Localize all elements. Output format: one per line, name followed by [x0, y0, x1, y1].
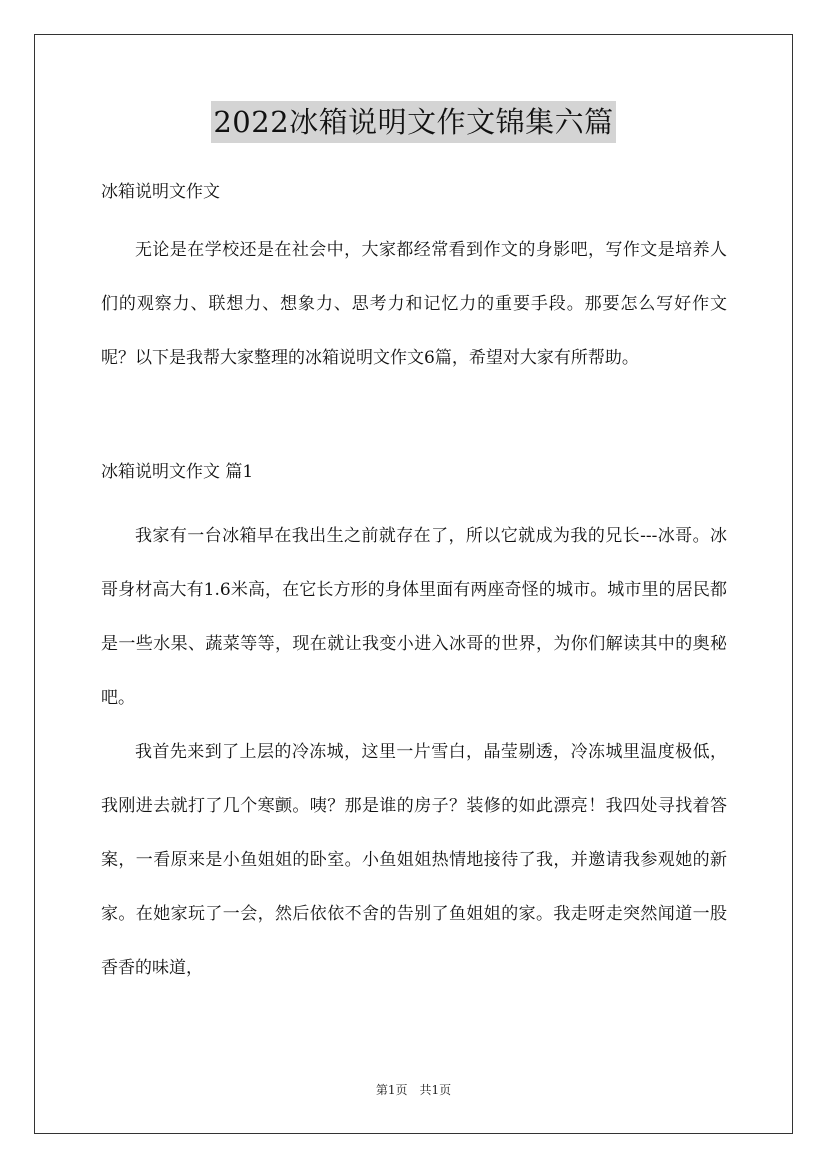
page-footer	[0, 1082, 827, 1098]
intro-paragraph: 无论是在学校还是在社会中，大家都经常看到作文的身影吧，写作文是培养人们的观察力、联想力、想象力、思考力和记忆力的重要手段。那要怎么写好作文呢？以下是我帮大家整理的冰箱说明文作文6篇，希望对大家有所帮助。	[101, 240, 727, 368]
title-container	[0, 101, 827, 143]
page-number: 第1页	[375, 1083, 408, 1097]
body-paragraph: 我家有一台冰箱早在我出生之前就存在了，所以它就成为我的兄长---冰哥。冰哥身材高大有1.6米高，在它长方形的身体里面有两座奇怪的城市。城市里的居民都是一些水果、蔬菜等等，现在就让我变小进入冰哥的世界，为你们解读其中的奥秘吧。	[101, 526, 727, 708]
document-body	[101, 175, 727, 995]
section-heading: 冰箱说明文作文 篇1	[101, 462, 254, 482]
page-total: 共1页	[419, 1083, 452, 1097]
body-paragraph: 我首先来到了上层的冷冻城，这里一片雪白，晶莹剔透，冷冻城里温度极低，我刚进去就打了几个寒颤。咦？那是谁的房子？装修的如此漂亮！我四处寻找着答案，一看原来是小鱼姐姐的卧室。小鱼姐姐热情地接待了我，并邀请我参观她的新家。在她家玩了一会，然后依依不舍的告别了鱼姐姐的家。我走呀走突然闻道一股香香的味道，	[101, 742, 727, 978]
section-heading: 冰箱说明文作文	[101, 182, 220, 202]
document-title: 2022冰箱说明文作文锦集六篇	[211, 101, 615, 143]
